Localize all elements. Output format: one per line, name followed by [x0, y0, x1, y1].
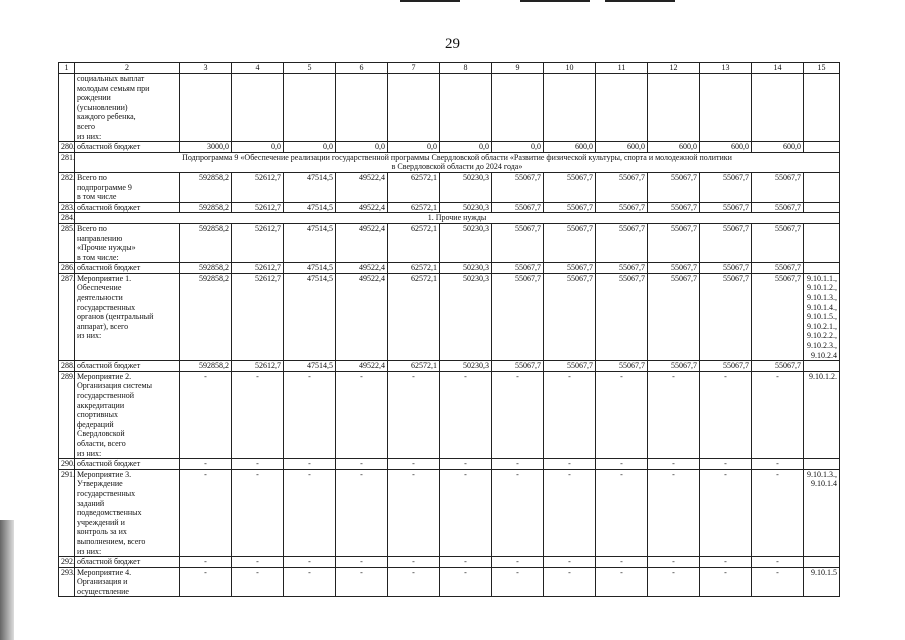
- value-cell: [388, 74, 440, 142]
- row-number: 292.: [59, 557, 75, 568]
- value-cell: -: [648, 371, 700, 458]
- value-cell: -: [596, 371, 648, 458]
- value-cell: 592858,2: [180, 361, 232, 372]
- value-cell: [648, 74, 700, 142]
- row-description: областной бюджет: [75, 459, 180, 470]
- row-description: Мероприятие 1. Обеспечение деятельности государственных органов (центральный аппарат), всего из них:: [75, 273, 180, 360]
- row-number: 288.: [59, 361, 75, 372]
- value-cell: 592858,2: [180, 172, 232, 202]
- value-cell: -: [596, 459, 648, 470]
- row-number: 286.: [59, 263, 75, 274]
- value-cell: 62572,1: [388, 223, 440, 262]
- table-row: [59, 202, 840, 213]
- target-code: [804, 202, 840, 213]
- value-cell: -: [700, 459, 752, 470]
- table-row: [59, 557, 840, 568]
- column-number: 1: [59, 63, 75, 74]
- value-cell: 600,0: [648, 142, 700, 153]
- value-cell: -: [492, 567, 544, 597]
- value-cell: 600,0: [596, 142, 648, 153]
- value-cell: 55067,7: [596, 263, 648, 274]
- value-cell: 55067,7: [752, 202, 804, 213]
- value-cell: -: [596, 557, 648, 568]
- value-cell: 55067,7: [596, 361, 648, 372]
- value-cell: -: [752, 557, 804, 568]
- value-cell: [700, 74, 752, 142]
- value-cell: -: [440, 469, 492, 556]
- column-number: 5: [284, 63, 336, 74]
- value-cell: 55067,7: [648, 202, 700, 213]
- value-cell: 49522,4: [336, 223, 388, 262]
- value-cell: -: [440, 567, 492, 597]
- value-cell: 600,0: [700, 142, 752, 153]
- table-row: [59, 142, 840, 153]
- value-cell: -: [388, 371, 440, 458]
- value-cell: 55067,7: [752, 223, 804, 262]
- value-cell: 55067,7: [492, 223, 544, 262]
- value-cell: -: [440, 459, 492, 470]
- row-description: областной бюджет: [75, 263, 180, 274]
- table-row: [59, 273, 840, 360]
- column-number: 11: [596, 63, 648, 74]
- value-cell: [232, 74, 284, 142]
- value-cell: -: [752, 469, 804, 556]
- value-cell: 55067,7: [700, 172, 752, 202]
- value-cell: -: [544, 557, 596, 568]
- value-cell: -: [232, 469, 284, 556]
- row-number: 281.: [59, 152, 75, 172]
- row-number: 290.: [59, 459, 75, 470]
- value-cell: 592858,2: [180, 263, 232, 274]
- value-cell: -: [232, 557, 284, 568]
- value-cell: [752, 74, 804, 142]
- value-cell: -: [700, 371, 752, 458]
- value-cell: 52612,7: [232, 202, 284, 213]
- value-cell: -: [388, 469, 440, 556]
- table-row: [59, 567, 840, 597]
- value-cell: 55067,7: [596, 223, 648, 262]
- table-row: [59, 223, 840, 262]
- value-cell: -: [284, 567, 336, 597]
- value-cell: -: [388, 459, 440, 470]
- value-cell: 55067,7: [544, 172, 596, 202]
- value-cell: 55067,7: [648, 263, 700, 274]
- row-description: областной бюджет: [75, 142, 180, 153]
- value-cell: -: [180, 469, 232, 556]
- column-number: 14: [752, 63, 804, 74]
- value-cell: -: [284, 459, 336, 470]
- value-cell: 0,0: [492, 142, 544, 153]
- value-cell: -: [284, 469, 336, 556]
- value-cell: -: [492, 371, 544, 458]
- value-cell: 62572,1: [388, 172, 440, 202]
- value-cell: 600,0: [544, 142, 596, 153]
- value-cell: -: [336, 459, 388, 470]
- value-cell: 50230,3: [440, 361, 492, 372]
- target-code: [804, 223, 840, 262]
- value-cell: -: [388, 557, 440, 568]
- row-description: социальных выплат молодым семьям при рождении (усыновлении) каждого ребенка, всего из них:: [75, 74, 180, 142]
- value-cell: 62572,1: [388, 202, 440, 213]
- target-code: 9.10.1.2.: [804, 371, 840, 458]
- column-number: 10: [544, 63, 596, 74]
- target-code: 9.10.1.3., 9.10.1.4: [804, 469, 840, 556]
- value-cell: 55067,7: [700, 202, 752, 213]
- target-code: 9.10.1.1., 9.10.1.2., 9.10.1.3., 9.10.1.4., 9.10.1.5., 9.10.2.1., 9.10.2.2., 9.10.2.3., 9.10.2.4: [804, 273, 840, 360]
- row-description: Всего по подпрограмме 9 в том числе: [75, 172, 180, 202]
- value-cell: 47514,5: [284, 172, 336, 202]
- section-row: [59, 152, 840, 172]
- value-cell: 47514,5: [284, 223, 336, 262]
- value-cell: -: [544, 371, 596, 458]
- value-cell: 55067,7: [700, 223, 752, 262]
- table-row: [59, 371, 840, 458]
- value-cell: -: [492, 469, 544, 556]
- table-body: [59, 74, 840, 597]
- value-cell: 0,0: [336, 142, 388, 153]
- value-cell: -: [232, 459, 284, 470]
- column-number: 15: [804, 63, 840, 74]
- row-description: Всего по направлению «Прочие нужды» в том числе:: [75, 223, 180, 262]
- value-cell: 50230,3: [440, 172, 492, 202]
- value-cell: -: [492, 459, 544, 470]
- top-edge-line: [605, 0, 675, 2]
- row-description: Мероприятие 3. Утверждение государственных заданий подведомственных учреждений и контроль за их выполнением, всего из них:: [75, 469, 180, 556]
- value-cell: -: [180, 567, 232, 597]
- value-cell: -: [284, 557, 336, 568]
- column-number: 3: [180, 63, 232, 74]
- row-number: [59, 74, 75, 142]
- value-cell: 55067,7: [648, 223, 700, 262]
- value-cell: -: [440, 557, 492, 568]
- value-cell: 55067,7: [544, 202, 596, 213]
- value-cell: -: [544, 567, 596, 597]
- section-title: 1. Прочие нужды: [75, 213, 840, 224]
- value-cell: 55067,7: [596, 202, 648, 213]
- value-cell: -: [700, 469, 752, 556]
- value-cell: -: [180, 371, 232, 458]
- value-cell: -: [648, 469, 700, 556]
- value-cell: 592858,2: [180, 223, 232, 262]
- value-cell: 49522,4: [336, 263, 388, 274]
- column-number-row: [59, 63, 840, 74]
- target-code: [804, 263, 840, 274]
- target-code: [804, 361, 840, 372]
- section-row: [59, 213, 840, 224]
- row-description: Мероприятие 2. Организация системы государственной аккредитации спортивных федераций Свердловской области, всего из них:: [75, 371, 180, 458]
- value-cell: 55067,7: [492, 273, 544, 360]
- row-number: 293.: [59, 567, 75, 597]
- value-cell: 0,0: [440, 142, 492, 153]
- value-cell: -: [232, 567, 284, 597]
- value-cell: 55067,7: [492, 263, 544, 274]
- row-description: областной бюджет: [75, 202, 180, 213]
- value-cell: 49522,4: [336, 202, 388, 213]
- value-cell: -: [440, 371, 492, 458]
- column-number: 4: [232, 63, 284, 74]
- value-cell: 55067,7: [648, 273, 700, 360]
- column-number: 9: [492, 63, 544, 74]
- value-cell: 47514,5: [284, 361, 336, 372]
- value-cell: 52612,7: [232, 223, 284, 262]
- value-cell: -: [752, 567, 804, 597]
- row-description: областной бюджет: [75, 361, 180, 372]
- value-cell: [336, 74, 388, 142]
- value-cell: -: [596, 469, 648, 556]
- value-cell: 55067,7: [648, 361, 700, 372]
- column-number: 7: [388, 63, 440, 74]
- value-cell: 55067,7: [544, 273, 596, 360]
- column-number: 2: [75, 63, 180, 74]
- row-number: 289.: [59, 371, 75, 458]
- value-cell: 62572,1: [388, 263, 440, 274]
- target-code: [804, 459, 840, 470]
- value-cell: -: [336, 567, 388, 597]
- value-cell: [596, 74, 648, 142]
- value-cell: 47514,5: [284, 202, 336, 213]
- value-cell: -: [596, 567, 648, 597]
- value-cell: -: [336, 557, 388, 568]
- row-number: 283.: [59, 202, 75, 213]
- column-number: 13: [700, 63, 752, 74]
- section-title: Подпрограмма 9 «Обеспечение реализации государственной программы Свердловской области «Развитие физической культуры, спорта и молодежной политики в Свердловской области до 2024 года»: [75, 152, 840, 172]
- value-cell: 50230,3: [440, 263, 492, 274]
- row-number: 285.: [59, 223, 75, 262]
- row-number: 291.: [59, 469, 75, 556]
- value-cell: [544, 74, 596, 142]
- value-cell: 592858,2: [180, 273, 232, 360]
- row-description: Мероприятие 4. Организация и осуществление: [75, 567, 180, 597]
- value-cell: 55067,7: [544, 361, 596, 372]
- column-number: 8: [440, 63, 492, 74]
- value-cell: [492, 74, 544, 142]
- value-cell: -: [544, 459, 596, 470]
- column-number: 12: [648, 63, 700, 74]
- row-description: областной бюджет: [75, 557, 180, 568]
- value-cell: 47514,5: [284, 273, 336, 360]
- value-cell: 55067,7: [492, 172, 544, 202]
- scan-edge-shadow: [0, 520, 14, 640]
- value-cell: 52612,7: [232, 361, 284, 372]
- top-edge-line: [400, 0, 460, 2]
- value-cell: -: [180, 459, 232, 470]
- value-cell: -: [648, 557, 700, 568]
- column-number: 6: [336, 63, 388, 74]
- value-cell: 0,0: [284, 142, 336, 153]
- target-code: [804, 74, 840, 142]
- value-cell: 55067,7: [752, 172, 804, 202]
- value-cell: 55067,7: [596, 273, 648, 360]
- table-row: [59, 459, 840, 470]
- value-cell: 49522,4: [336, 273, 388, 360]
- value-cell: -: [388, 567, 440, 597]
- value-cell: 55067,7: [752, 263, 804, 274]
- target-code: 9.10.1.5: [804, 567, 840, 597]
- value-cell: -: [700, 567, 752, 597]
- value-cell: 55067,7: [596, 172, 648, 202]
- value-cell: 592858,2: [180, 202, 232, 213]
- table-row: [59, 263, 840, 274]
- value-cell: 55067,7: [492, 202, 544, 213]
- value-cell: 62572,1: [388, 273, 440, 360]
- value-cell: 55067,7: [752, 361, 804, 372]
- target-code: [804, 172, 840, 202]
- value-cell: -: [648, 567, 700, 597]
- table-row: [59, 172, 840, 202]
- value-cell: 62572,1: [388, 361, 440, 372]
- table-row: [59, 74, 840, 142]
- value-cell: 52612,7: [232, 263, 284, 274]
- row-number: 284.: [59, 213, 75, 224]
- value-cell: [440, 74, 492, 142]
- value-cell: 55067,7: [700, 263, 752, 274]
- value-cell: -: [336, 371, 388, 458]
- value-cell: 55067,7: [544, 223, 596, 262]
- value-cell: -: [284, 371, 336, 458]
- value-cell: [180, 74, 232, 142]
- value-cell: 0,0: [232, 142, 284, 153]
- value-cell: 47514,5: [284, 263, 336, 274]
- value-cell: 55067,7: [700, 273, 752, 360]
- value-cell: -: [232, 371, 284, 458]
- value-cell: 55067,7: [648, 172, 700, 202]
- value-cell: 49522,4: [336, 172, 388, 202]
- value-cell: 52612,7: [232, 172, 284, 202]
- row-number: 282.: [59, 172, 75, 202]
- value-cell: -: [492, 557, 544, 568]
- value-cell: 55067,7: [544, 263, 596, 274]
- value-cell: -: [336, 469, 388, 556]
- value-cell: 52612,7: [232, 273, 284, 360]
- value-cell: 49522,4: [336, 361, 388, 372]
- value-cell: -: [180, 557, 232, 568]
- budget-table: [58, 62, 840, 597]
- table-row: [59, 469, 840, 556]
- target-code: [804, 142, 840, 153]
- value-cell: -: [752, 459, 804, 470]
- value-cell: 50230,3: [440, 223, 492, 262]
- value-cell: 55067,7: [700, 361, 752, 372]
- value-cell: -: [544, 469, 596, 556]
- row-number: 287.: [59, 273, 75, 360]
- top-edge-line: [520, 0, 590, 2]
- value-cell: -: [752, 371, 804, 458]
- value-cell: 0,0: [388, 142, 440, 153]
- page-number: 29: [445, 36, 460, 52]
- target-code: [804, 557, 840, 568]
- value-cell: 55067,7: [752, 273, 804, 360]
- value-cell: -: [648, 459, 700, 470]
- value-cell: [284, 74, 336, 142]
- row-number: 280.: [59, 142, 75, 153]
- value-cell: 50230,3: [440, 273, 492, 360]
- value-cell: 50230,3: [440, 202, 492, 213]
- value-cell: 55067,7: [492, 361, 544, 372]
- value-cell: 3000,0: [180, 142, 232, 153]
- value-cell: -: [700, 557, 752, 568]
- value-cell: 600,0: [752, 142, 804, 153]
- table-row: [59, 361, 840, 372]
